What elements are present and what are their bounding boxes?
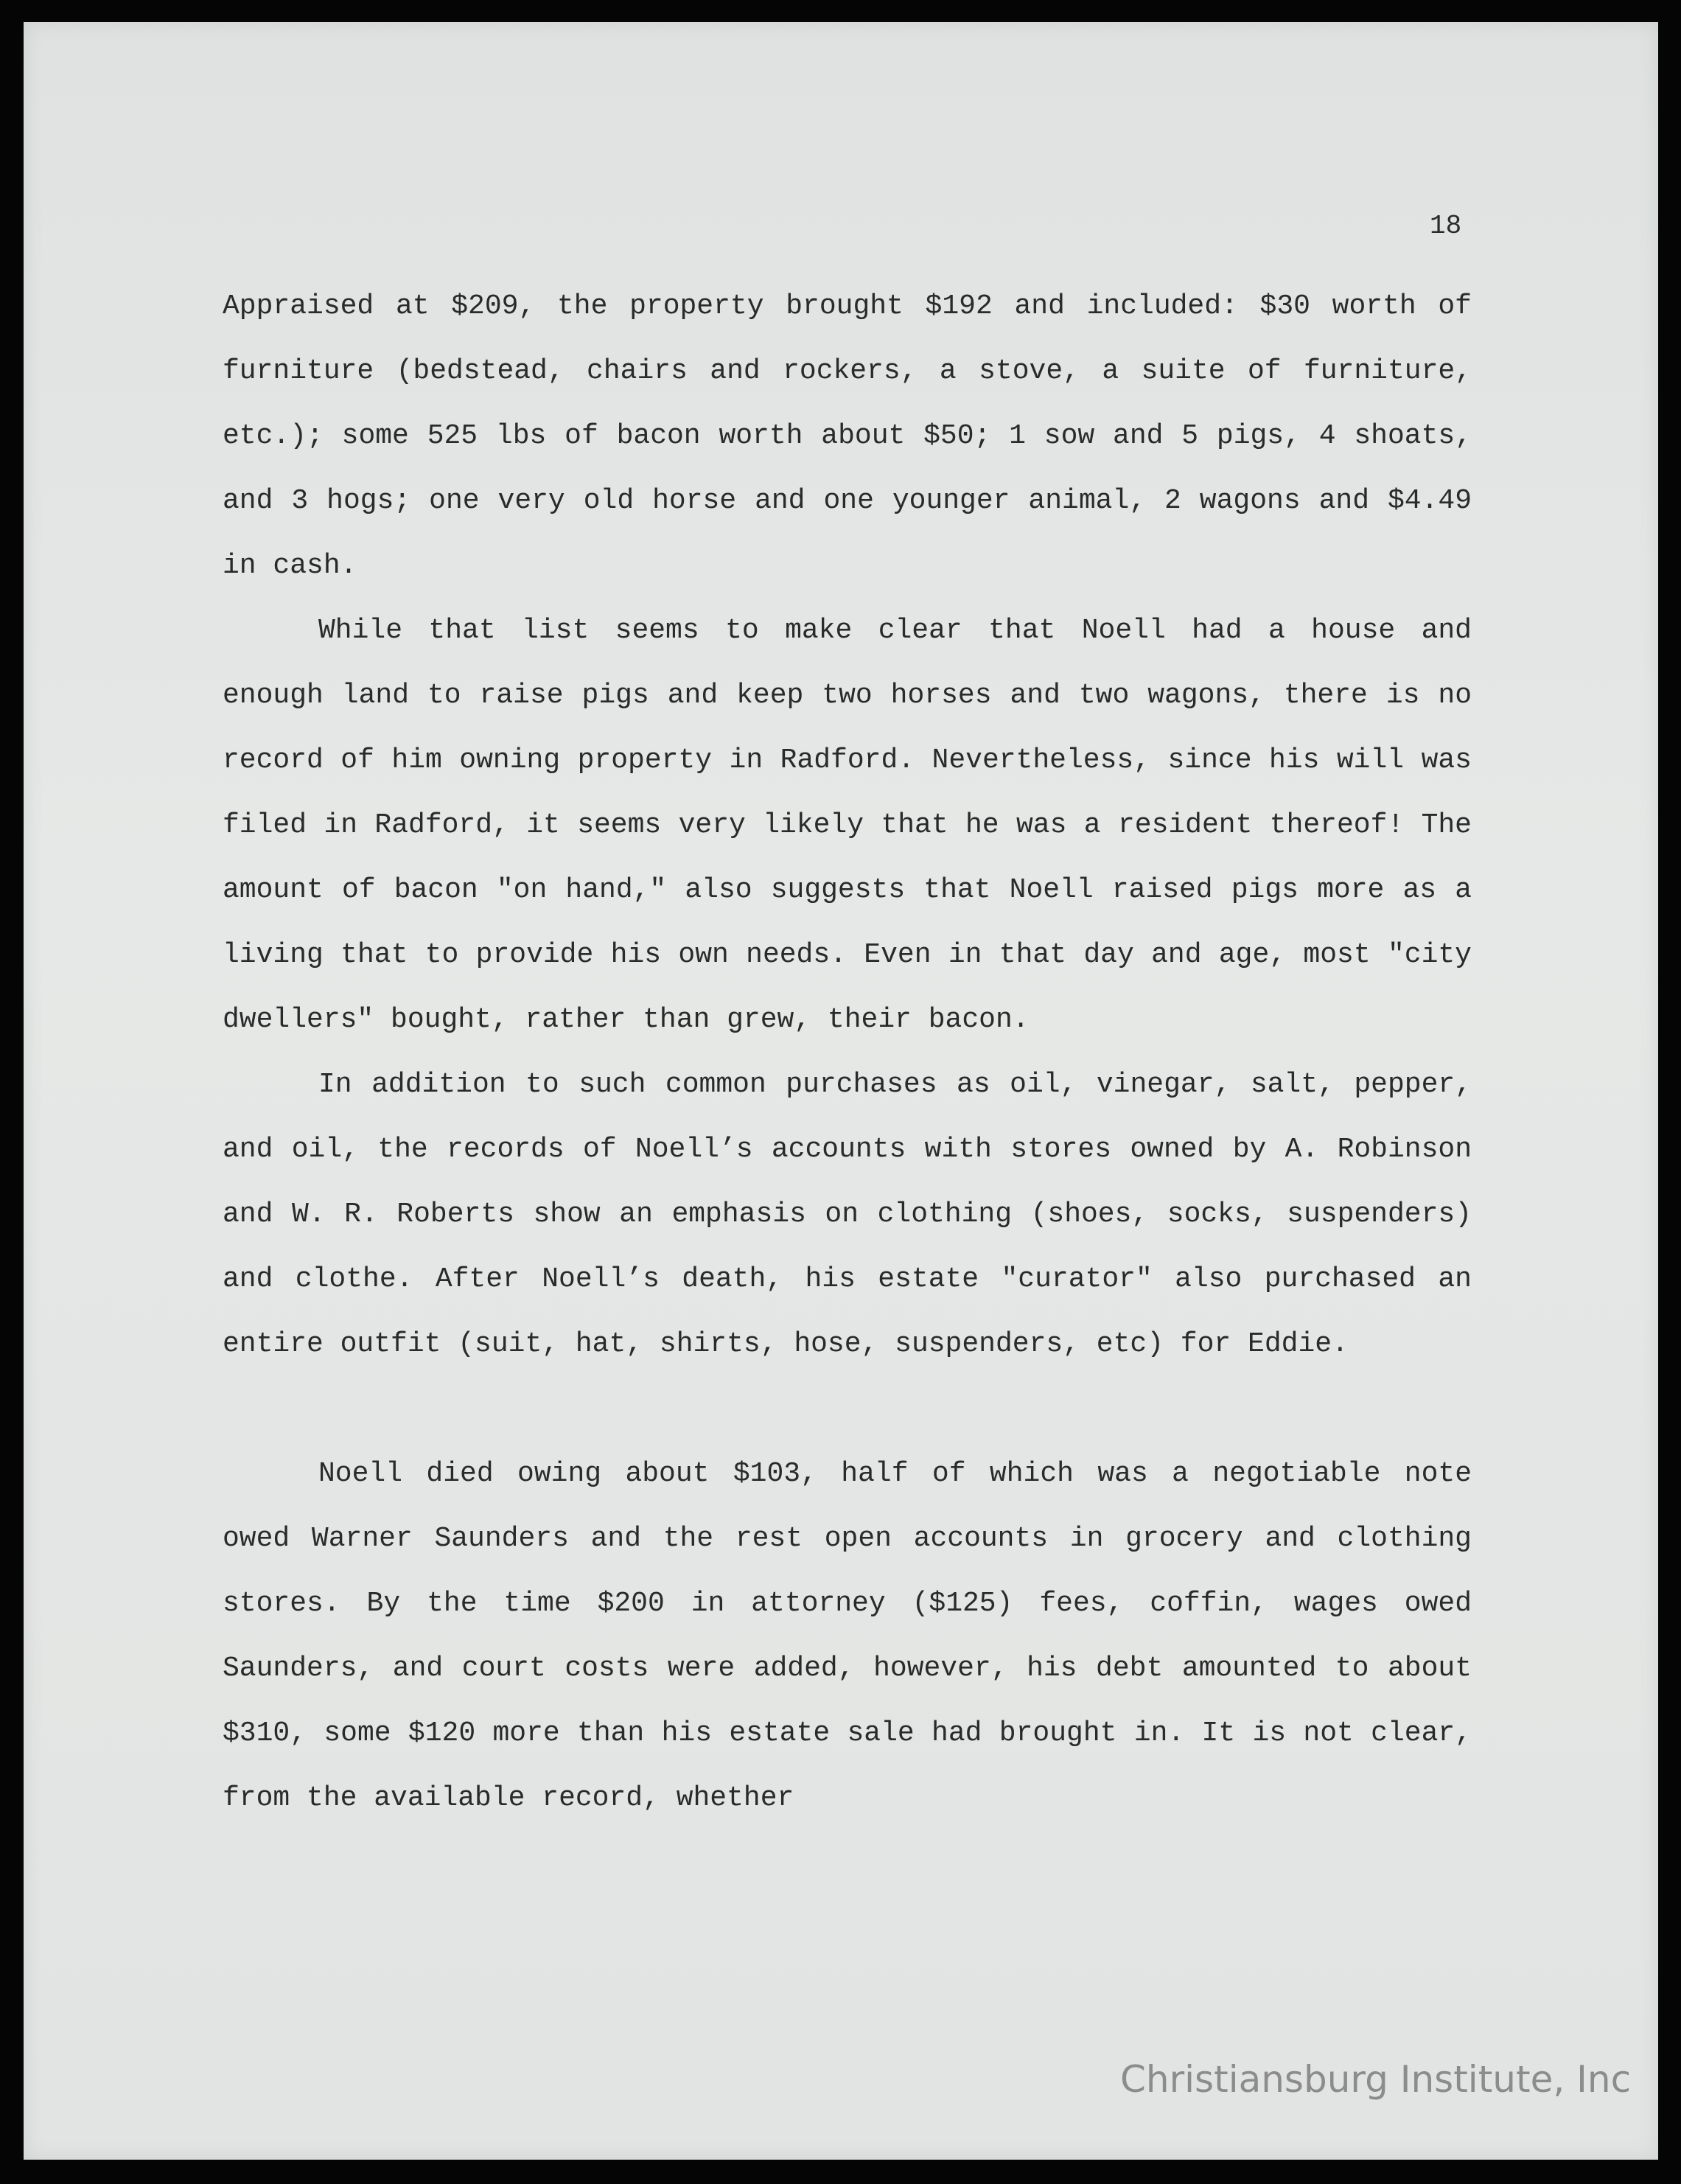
paragraph-2: While that list seems to make clear that Noell had a house and enough land to raise pigs and keep two horses and two wagons, there is no record of him owning property in Radford. Nevertheless, since his will was filed in Radford, it seems very likely that he was a resident thereof! The amount of bacon "on hand," also suggests that Noell raised pigs more as a living that to provide his own needs. Even in that day and age, most "city dwellers" bought, rather than grew, their bacon. (223, 615, 1472, 1036)
paragraph-1: Appraised at $209, the property brought $192 and included: $30 worth of furniture (bedstead, chairs and rockers, a stove, a suite of furniture, etc.); some 525 lbs of bacon worth about $50; 1 sow and 5 pigs, 4 shoats, and 3 hogs; one very old horse and one younger animal, 2 wagons and $4.49 in cash. (223, 290, 1472, 582)
paragraph-4: Noell died owing about $103, half of which was a negotiable note owed Warner Saunders and the rest open accounts in grocery and clothing stores. By the time $200 in attorney ($125) fees, coffin, wages owed Saunders, and court costs were added, however, his debt amounted to about $310, some $120 more than his estate sale had brought in. It is not clear, from the available record, whether (223, 1458, 1472, 1814)
page-number: 18 (1430, 211, 1462, 241)
body-text (223, 274, 1472, 1831)
paragraph-3: In addition to such common purchases as oil, vinegar, salt, pepper, and oil, the records of Noell’s accounts with stores owned by A. Robinson and W. R. Roberts show an emphasis on clothing (shoes, socks, suspenders) and clothe. After Noell’s death, his estate "curator" also purchased an entire outfit (suit, hat, shirts, hose, suspenders, etc) for Eddie. (223, 1069, 1472, 1360)
watermark-text: Christiansburg Institute, Inc (1120, 2058, 1632, 2101)
